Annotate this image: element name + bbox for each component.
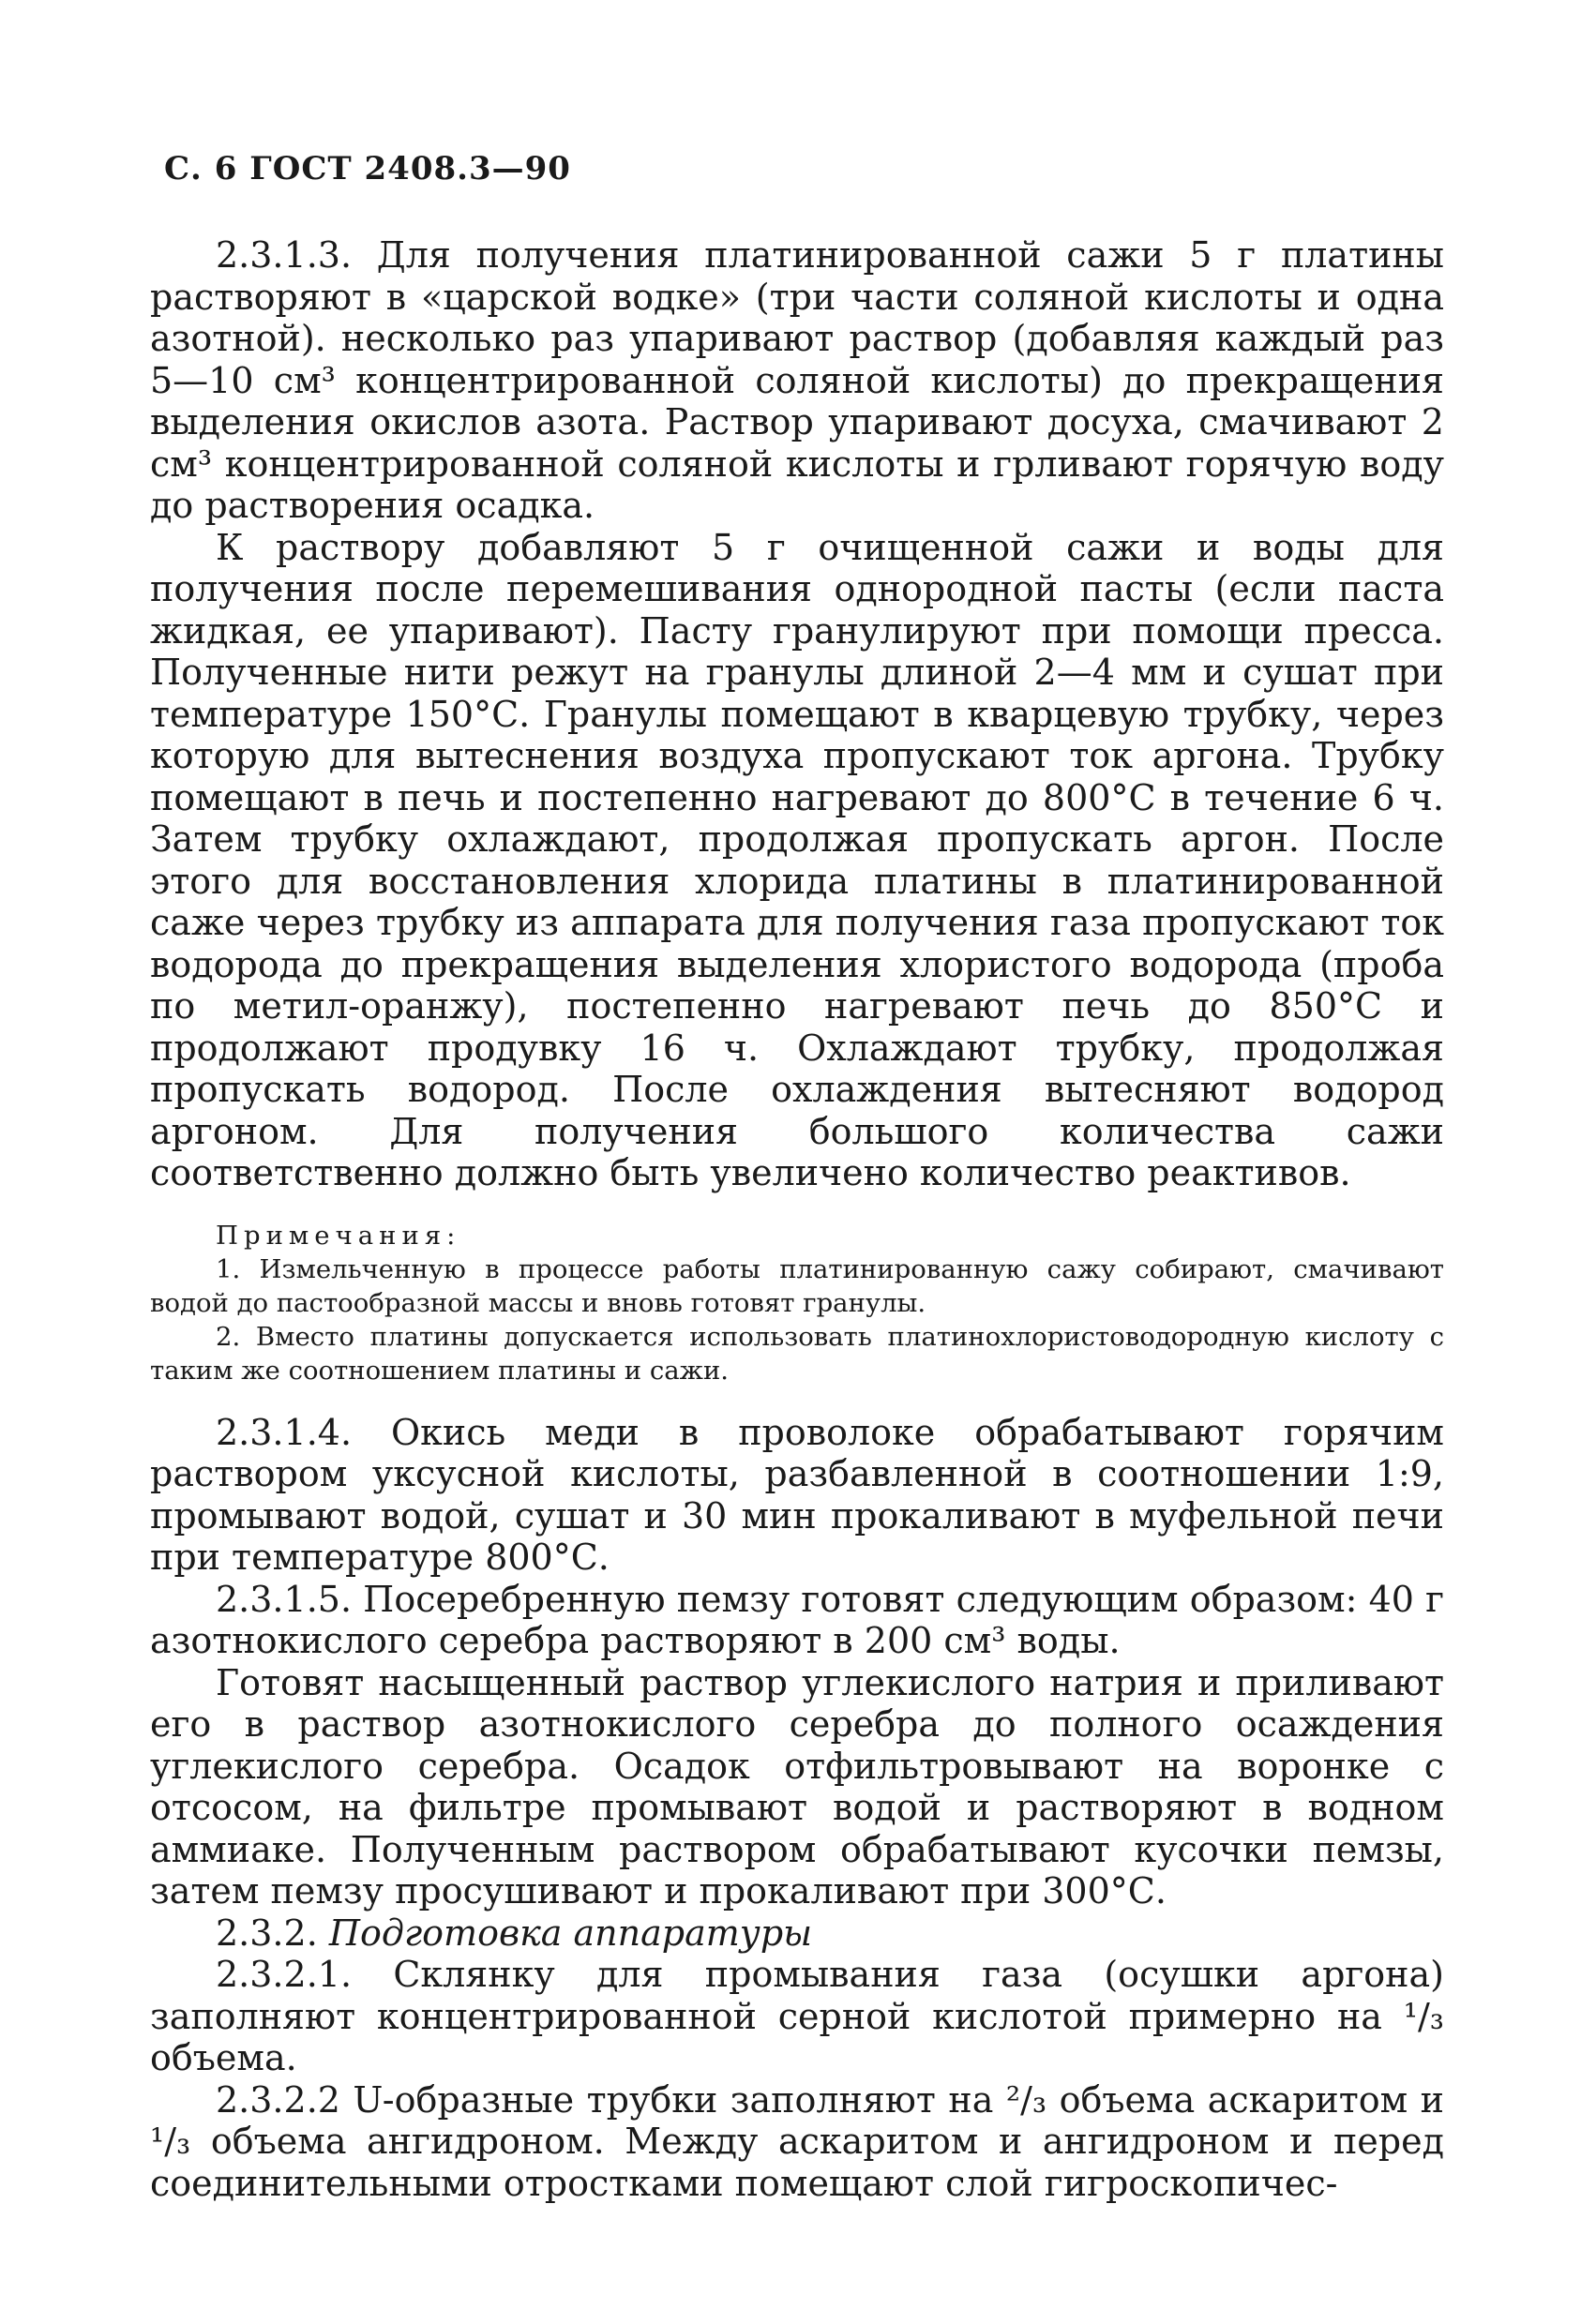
paragraph-2-3-1-5: 2.3.1.5. Посеребренную пемзу готовят следующим образом: 40 г азотнокислого серебра растворяют в 200 см³ воды. — [150, 1578, 1444, 1661]
note-2: 2. Вместо платины допускается использовать платинохлористоводородную кислоту с таким же соотношением платины и сажи. — [150, 1321, 1444, 1386]
paragraph-2-3-1-4: 2.3.1.4. Окись меди в проволоке обрабатывают горячим раствором уксусной кислоты, разбавленной в соотношении 1:9, промывают водой, сушат и 30 мин прокаливают в муфельной печи при температуре 800°С. — [150, 1411, 1444, 1578]
note-1: 1. Измельченную в процессе работы платинированную сажу собирают, смачивают водой до пастообразной массы и вновь готовят гранулы. — [150, 1253, 1444, 1318]
paragraph-2-3-2-2: 2.3.2.2 U-образные трубки заполняют на ²/₃ объема аскаритом и ¹/₃ объема ангидроном. Между аскаритом и ангидроном и перед соединительными отростками помещают слой гигроскопичес- — [150, 2078, 1444, 2204]
section-number: 2.3.2. — [216, 1912, 318, 1954]
notes-title: Примечания: — [216, 1220, 461, 1251]
paragraph-2-3-1-3: 2.3.1.3. Для получения платинированной сажи 5 г платины растворяют в «царской водке» (три части соляной кислоты и одна азотной). несколько раз упаривают раствор (добавляя каждый раз 5—10 см³ концентрированной соляной кислоты) до прекращения выделения окислов азота. Раствор упаривают досуха, смачивают 2 см³ концентрированной соляной кислоты и грливают горячую воду до растворения осадка. — [150, 234, 1444, 526]
section-2-3-2-heading — [150, 1912, 1444, 1955]
body-text — [150, 234, 1444, 2204]
paragraph-silver-pumice: Готовят насыщенный раствор углекислого натрия и приливают его в раствор азотнокислого серебра до полного осаждения углекислого серебра. Осадок отфильтровывают на воронке с отсосом, на фильтре промывают водой и растворяют в водном аммиаке. Полученным раствором обрабатывают кусочки пемзы, затем пемзу просушивают и прокаливают при 300°С. — [150, 1661, 1444, 1912]
paragraph-platinum-soot-procedure: К раствору добавляют 5 г очищенной сажи и воды для получения после перемешивания однородной пасты (если паста жидкая, ее упаривают). Пасту гранулируют при помощи пресса. Полученные нити режут на гранулы длиной 2—4 мм и сушат при температуре 150°С. Гранулы помещают в кварцевую трубку, через которую для вытеснения воздуха пропускают ток аргона. Трубку помещают в печь и постепенно нагревают до 800°С в течение 6 ч. Затем трубку охлаждают, продолжая пропускать аргон. После этого для восстановления хлорида платины в платинированной саже через трубку из аппарата для получения газа пропускают ток водорода до прекращения выделения хлористого водорода (проба по метил-оранжу), постепенно нагревают печь до 850°С и продолжают продувку 16 ч. Охлаждают трубку, продолжая пропускать водород. После охлаждения вытесняют водород аргоном. Для получения большого количества сажи соответственно должно быть увеличено количество реактивов. — [150, 526, 1444, 1193]
paragraph-2-3-2-1: 2.3.2.1. Склянку для промывания газа (осушки аргона) заполняют концентрированной серной кислотой примерно на ¹/₃ объема. — [150, 1954, 1444, 2078]
section-title: Подготовка аппаратуры — [328, 1912, 813, 1954]
notes-block — [150, 1219, 1444, 1387]
page-header: С. 6 ГОСТ 2408.3—90 — [164, 150, 571, 187]
